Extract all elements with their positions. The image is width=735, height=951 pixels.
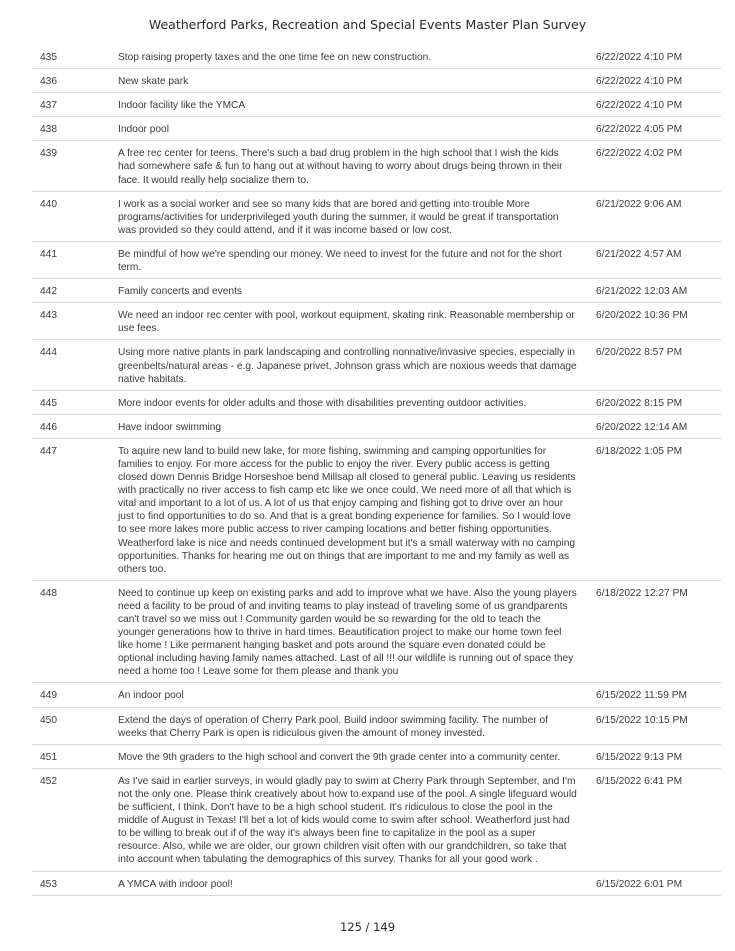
response-text: More indoor events for older adults and those with disabilities preventing outdoor activities. xyxy=(118,390,590,414)
response-date: 6/15/2022 9:13 PM xyxy=(590,744,721,768)
response-date: 6/22/2022 4:05 PM xyxy=(590,117,721,141)
response-text: Be mindful of how we're spending our money. We need to invest for the future and not for the short term. xyxy=(118,241,590,278)
response-number: 446 xyxy=(32,414,118,438)
table-row xyxy=(32,117,721,141)
response-text: Extend the days of operation of Cherry Park pool. Build indoor swimming facility. The number of weeks that Cherry Park is open is ridiculous given the amount of money invested. xyxy=(118,707,590,744)
table-row xyxy=(32,241,721,278)
response-number: 441 xyxy=(32,241,118,278)
table-row xyxy=(32,303,721,340)
table-row xyxy=(32,414,721,438)
table-row xyxy=(32,279,721,303)
response-date: 6/15/2022 6:41 PM xyxy=(590,768,721,871)
response-date: 6/20/2022 12:14 AM xyxy=(590,414,721,438)
page-number: 125 / 149 xyxy=(339,920,396,934)
response-number: 442 xyxy=(32,279,118,303)
table-row xyxy=(32,707,721,744)
response-date: 6/18/2022 1:05 PM xyxy=(590,438,721,580)
response-text: Stop raising property taxes and the one time fee on new construction. xyxy=(118,45,590,69)
response-text: Indoor pool xyxy=(118,117,590,141)
table-row xyxy=(32,768,721,871)
table-row xyxy=(32,390,721,414)
response-number: 444 xyxy=(32,340,118,390)
response-date: 6/15/2022 11:59 PM xyxy=(590,683,721,707)
table-row xyxy=(32,580,721,683)
response-text: Using more native plants in park landscaping and controlling nonnative/invasive species, especially in greenbelts/natural areas - e.g. Japanese privet, Johnson grass which are noxious weeds that damage native habitats. xyxy=(118,340,590,390)
response-date: 6/21/2022 12:03 AM xyxy=(590,279,721,303)
response-date: 6/22/2022 4:10 PM xyxy=(590,69,721,93)
response-date: 6/21/2022 9:06 AM xyxy=(590,191,721,241)
table-row xyxy=(32,438,721,580)
table-row xyxy=(32,871,721,895)
response-text: Need to continue up keep on existing parks and add to improve what we have. Also the young players need a facility to be proud of and inviting teams to play instead of traveling some of us grandparents can't travel so we miss out ! Community garden would be so rewarding for the old to teach the younger generations how to thrive in hard times. Beautification project to make our home town feel like home ! Like permanent hanging basket and pots around the square even donated could be optional including having family names attached. Last of all !!! our wildlife is running out of space they need a home too ! Leave some for them please and thank you xyxy=(118,580,590,683)
response-number: 436 xyxy=(32,69,118,93)
response-date: 6/15/2022 6:01 PM xyxy=(590,871,721,895)
response-date: 6/22/2022 4:10 PM xyxy=(590,45,721,69)
table-row xyxy=(32,141,721,191)
response-date: 6/22/2022 4:02 PM xyxy=(590,141,721,191)
response-number: 447 xyxy=(32,438,118,580)
response-text: Family concerts and events xyxy=(118,279,590,303)
response-text: Have indoor swimming xyxy=(118,414,590,438)
response-date: 6/20/2022 8:57 PM xyxy=(590,340,721,390)
response-date: 6/21/2022 4:57 AM xyxy=(590,241,721,278)
response-text: An indoor pool xyxy=(118,683,590,707)
response-number: 438 xyxy=(32,117,118,141)
response-text: A YMCA with indoor pool! xyxy=(118,871,590,895)
page-title: Weatherford Parks, Recreation and Special Events Master Plan Survey xyxy=(148,17,587,32)
response-number: 451 xyxy=(32,744,118,768)
table-row xyxy=(32,45,721,69)
table-row xyxy=(32,191,721,241)
response-number: 453 xyxy=(32,871,118,895)
response-number: 437 xyxy=(32,93,118,117)
table-row xyxy=(32,744,721,768)
response-date: 6/22/2022 4:10 PM xyxy=(590,93,721,117)
response-text: Indoor facility like the YMCA xyxy=(118,93,590,117)
response-number: 450 xyxy=(32,707,118,744)
response-number: 435 xyxy=(32,45,118,69)
response-text: To aquire new land to build new lake, for more fishing, swimming and camping opportunities for families to enjoy. For more access for the public to enjoy the river. Every public access is getting closed down Dennis Bridge Horseshoe bend Millsap all closed to general public. Leaving us residents with practically no river access to fish camp etc like we once could. We need more of all that which is vital and important to a lot of us. A lot of us that enjoy camping and fishing got to drive over an hour just to find opportunities to do so. And that is a great bonding experience for families. So I would love to see more lakes more public access to river camping locations and better fishing opportunities. Weatherford lake is nice and needs continued development but it's a small waterway with no camping opportunities. Thanks for hearing me out on things that are important to me and my family as well as others too. xyxy=(118,438,590,580)
response-number: 443 xyxy=(32,303,118,340)
response-number: 445 xyxy=(32,390,118,414)
response-text: Move the 9th graders to the high school and convert the 9th grade center into a community center. xyxy=(118,744,590,768)
response-number: 452 xyxy=(32,768,118,871)
response-number: 440 xyxy=(32,191,118,241)
response-date: 6/20/2022 8:15 PM xyxy=(590,390,721,414)
table-row xyxy=(32,340,721,390)
table-row xyxy=(32,69,721,93)
response-number: 439 xyxy=(32,141,118,191)
response-text: As I've said in earlier surveys, in would gladly pay to swim at Cherry Park through September, and I'm not the only one. Please think creatively about how to expand use of the pool. A single lifeguard would be sufficient, I think. Don't have to be a high school student. It's ridiculous to close the pool in the middle of August in Texas! I'll bet a lot of kids would come to swim after school. Weatherford just had to be willing to break out if of the way it's always been fine to capitalize in the pool as a super resource. Also, while we are older, our grown children visit often with our grandchildren, so take that into account when tabulating the demographics of this survey. Thanks for all your good work . xyxy=(118,768,590,871)
response-text: A free rec center for teens. There's such a bad drug problem in the high school that I wish the kids had somewhere safe & fun to hang out at without having to worry about drugs being thrown in their face. It would really help socialize them to. xyxy=(118,141,590,191)
responses-table-body xyxy=(32,45,721,895)
response-text: I work as a social worker and see so many kids that are bored and getting into trouble More programs/activities for underprivileged youth during the summer, it would be great if transportation was provided so they could attend, and if it was income based or low cost. xyxy=(118,191,590,241)
response-date: 6/20/2022 10:36 PM xyxy=(590,303,721,340)
response-date: 6/15/2022 10:15 PM xyxy=(590,707,721,744)
table-row xyxy=(32,93,721,117)
response-text: We need an indoor rec center with pool, workout equipment, skating rink. Reasonable membership or use fees. xyxy=(118,303,590,340)
responses-table xyxy=(32,45,721,896)
response-date: 6/18/2022 12:27 PM xyxy=(590,580,721,683)
response-number: 448 xyxy=(32,580,118,683)
table-row xyxy=(32,683,721,707)
response-text: New skate park xyxy=(118,69,590,93)
response-number: 449 xyxy=(32,683,118,707)
